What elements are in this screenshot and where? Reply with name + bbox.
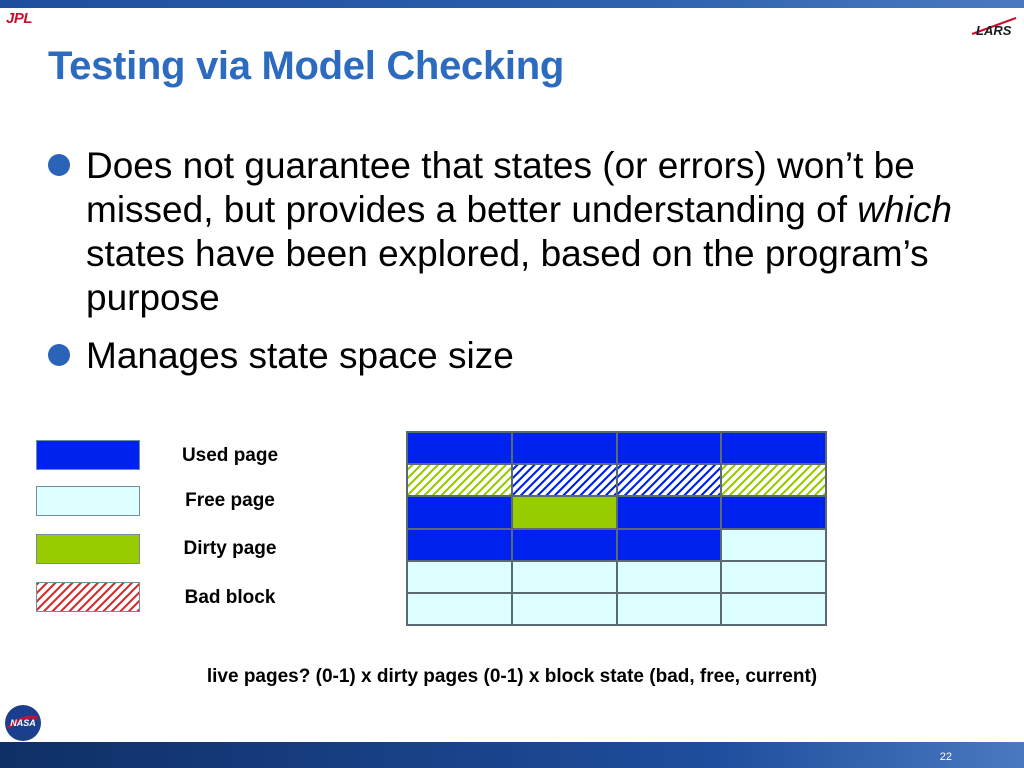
nasa-logo-text: NASA	[10, 718, 36, 728]
grid-cell-free	[407, 593, 512, 625]
legend-swatch-used	[36, 440, 140, 470]
nasa-logo	[4, 704, 42, 742]
bullet-text: Manages state space size	[86, 335, 514, 376]
grid-cell-used	[617, 432, 722, 464]
grid-cell-free	[617, 561, 722, 593]
grid-cell-free	[721, 561, 826, 593]
grid-cell-dirty	[512, 496, 617, 528]
legend-label-bad: Bad block	[184, 587, 276, 608]
bullet-item	[48, 144, 1008, 320]
legend-label-free: Free page	[185, 490, 275, 511]
grid-cell-free	[721, 529, 826, 561]
grid-cell-used	[617, 496, 722, 528]
bottom-banner	[0, 742, 1024, 768]
state-space-caption: live pages? (0-1) x dirty pages (0-1) x block state (bad, free, current)	[206, 666, 818, 687]
legend-label-dirty: Dirty page	[183, 538, 277, 559]
grid-cell-hatch-blue	[512, 464, 617, 496]
grid-cell-used	[512, 529, 617, 561]
legend-swatch-bad	[36, 582, 140, 612]
grid-cell-free	[721, 593, 826, 625]
grid-cell-used	[721, 432, 826, 464]
bullet-list	[48, 144, 1008, 392]
flash-block-grid	[406, 431, 827, 626]
bullet-item	[48, 334, 1008, 378]
bullet-dot-icon	[48, 344, 70, 366]
grid-cell-hatch-blue	[617, 464, 722, 496]
lars-logo	[970, 12, 1018, 42]
grid-cell-used	[512, 432, 617, 464]
grid-cell-free	[617, 593, 722, 625]
top-banner	[0, 0, 1024, 8]
grid-cell-used	[407, 529, 512, 561]
bullet-text-before: Does not guarantee that states (or errors) won’t be missed, but provides a better understanding of	[86, 145, 915, 230]
bullet-text-emphasis: which	[857, 189, 952, 230]
grid-cell-free	[407, 561, 512, 593]
bullet-text-after: states have been explored, based on the program’s purpose	[86, 233, 929, 318]
grid-cell-used	[407, 496, 512, 528]
page-number: 22	[939, 751, 952, 763]
grid-cell-hatch-green	[721, 464, 826, 496]
legend-label-used: Used page	[181, 445, 279, 466]
grid-cell-used	[617, 529, 722, 561]
lars-logo-text: LARS	[976, 23, 1012, 38]
bullet-dot-icon	[48, 154, 70, 176]
legend-swatch-dirty	[36, 534, 140, 564]
grid-cell-used	[721, 496, 826, 528]
legend-swatch-free	[36, 486, 140, 516]
grid-cell-free	[512, 561, 617, 593]
grid-cell-hatch-green	[407, 464, 512, 496]
slide-title: Testing via Model Checking	[48, 44, 564, 88]
jpl-logo: JPL	[6, 10, 33, 27]
grid-cell-free	[512, 593, 617, 625]
grid-cell-used	[407, 432, 512, 464]
